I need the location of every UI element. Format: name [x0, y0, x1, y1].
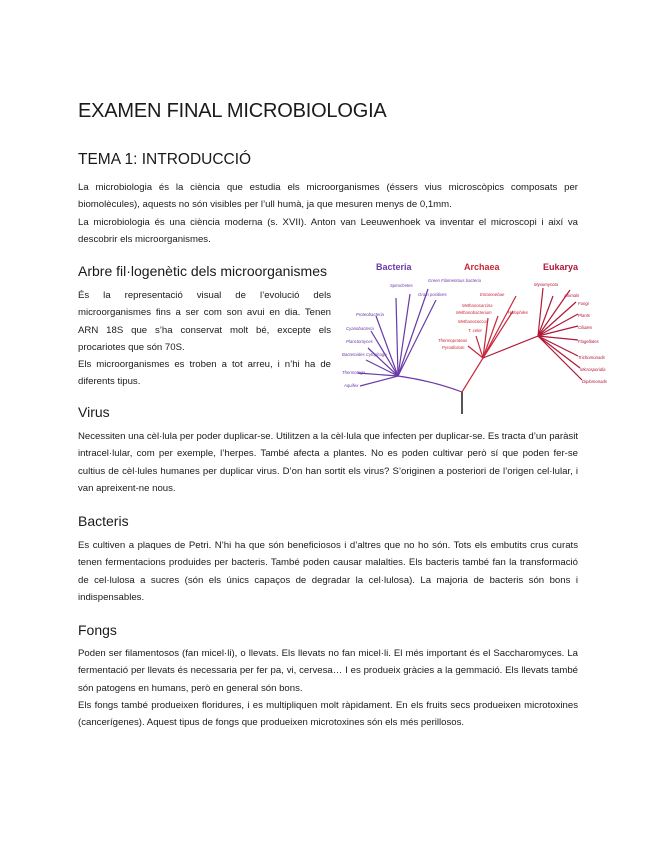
document-title: EXAMEN FINAL MICROBIOLOGIA — [78, 100, 387, 122]
section-heading-fongs: Fongs — [78, 622, 117, 638]
paragraph: La microbiologia és una ciència moderna (s. XVII). Anton van Leeuwenhoek va inventar el microscopi i així va descobrir els microorganismes. — [78, 216, 578, 245]
branch — [483, 290, 570, 358]
tree-domain-bacteria: Bacteria — [376, 262, 412, 272]
tree-label: Microsporidia — [580, 367, 606, 372]
tree-label: Methanococcus — [458, 319, 489, 324]
section-heading-arbre: Arbre fil·logenètic dels microorganismes — [78, 263, 327, 279]
section-body-tema1 — [78, 179, 578, 248]
paragraph: Els microorganismes es troben a tot arreu, i n’hi ha de diferents tipus. — [78, 359, 331, 388]
tree-label: Gram positives — [418, 292, 447, 297]
tree-label: Thermotoga — [342, 370, 366, 375]
section-body-arbre — [78, 287, 331, 391]
tree-label: Halophiles — [508, 310, 529, 315]
tree-label: Spirochetes — [390, 283, 413, 288]
tree-label: Diplomonads — [582, 379, 608, 384]
tree-label: Pyrodictium — [442, 345, 465, 350]
section-heading-virus: Virus — [78, 404, 110, 420]
tree-label: Cyanobacteria — [346, 326, 374, 331]
branch — [398, 289, 428, 376]
tree-label: Planctomyces — [346, 339, 373, 344]
tree-label: Bacteroides Cytophaga — [342, 352, 387, 357]
paragraph: És la representació visual de l’evolució dels microorganismes fins a ser com son avui en dia. Tenen ARN 18S que s’ha conservat molt bé, excepte els procariotes que són 70S. — [78, 290, 331, 353]
tree-label: Proteobacteria — [356, 312, 384, 317]
tree-label: Myxomycota — [534, 282, 559, 287]
tree-label: Green Filamentous bacteria — [428, 278, 482, 283]
tree-domain-eukarya: Eukarya — [543, 262, 579, 272]
tree-domain-archaea: Archaea — [464, 262, 500, 272]
tree-label: Aquifex — [344, 383, 359, 388]
branch — [538, 336, 582, 380]
paragraph: Els fongs també produeixen floridures, i es multipliquen molt ràpidament. En els fruits secs produeixen microtoxines (cancerígenes). Aquest tipus de fongs que produeixen microtoxines són els més perillosos. — [78, 699, 578, 729]
tree-label: Thermoproteus — [438, 338, 468, 343]
section-heading-bacteris: Bacteris — [78, 513, 129, 529]
section-body-virus — [78, 428, 578, 497]
tree-label: Methanosarcina — [462, 303, 493, 308]
paragraph: Necessiten una cèl·lula per poder duplicar-se. Utilitzen a la cèl·lula que infecten per duplicar-se. Es tracta d’un paràsit intracel·lular, com per exemple, l’herpes. També afecta a plantes. No es poden cultivar però sí que poden fer-se cultius de cèl·lules humanes per duplicar virus. D’on han sortit els virus? S’originen a posteriori de l’origen cel·lular, i van apreixent-ne nous. — [78, 431, 578, 494]
tree-label: Flagellates — [578, 339, 599, 344]
tree-label: Animals — [564, 293, 580, 298]
tree-label: Entamoebae — [480, 292, 505, 297]
section-body-bacteris — [78, 537, 578, 606]
branch — [462, 358, 483, 392]
branch — [538, 314, 578, 336]
section-heading-tema1: TEMA 1: INTRODUCCIÓ — [78, 151, 252, 168]
tree-label: Methanobacterium — [456, 310, 492, 315]
tree-label: T. celer — [468, 328, 482, 333]
branch — [538, 336, 580, 368]
paragraph: La microbiologia és la ciència que estudia els microorganismes (éssers vius microscòpics composats per biomolècules), aquests no són visibles per l’ull humà, ja que mesuren menys de 0,1mm. — [78, 182, 578, 211]
section-body-fongs — [78, 645, 578, 731]
paragraph: Es cultiven a plaques de Petri. N’hi ha que són beneficiosos i d’altres que no ho són. Tots els embutits crus curats tenen fermentacions produides per bacteris. També poden causar malalties. Els bacteris també fan la transformació de cel·lulosa a sucres (són els únics capaços de degradar la cel·lulosa). La majoria de bacteris són bons i indispensables. — [78, 540, 578, 603]
branch — [396, 298, 398, 376]
tree-label: Plants — [578, 313, 590, 318]
tree-label: Ciliates — [578, 325, 593, 330]
tree-label: Trichomonads — [578, 355, 605, 360]
phylogenetic-tree-figure — [338, 256, 608, 416]
branch — [360, 376, 462, 392]
tree-label: Fungi — [578, 301, 589, 306]
paragraph: Poden ser filamentosos (fan micel·li), o llevats. Els llevats no fan micel·li. El més important és el Saccharomyces. La fermentació per llevats és necessaria per fer pa, vi, cervesa… I es produeix gràcies a la gemmació. Els llevats també són patogens en humans, però en general són bons. — [78, 648, 578, 694]
